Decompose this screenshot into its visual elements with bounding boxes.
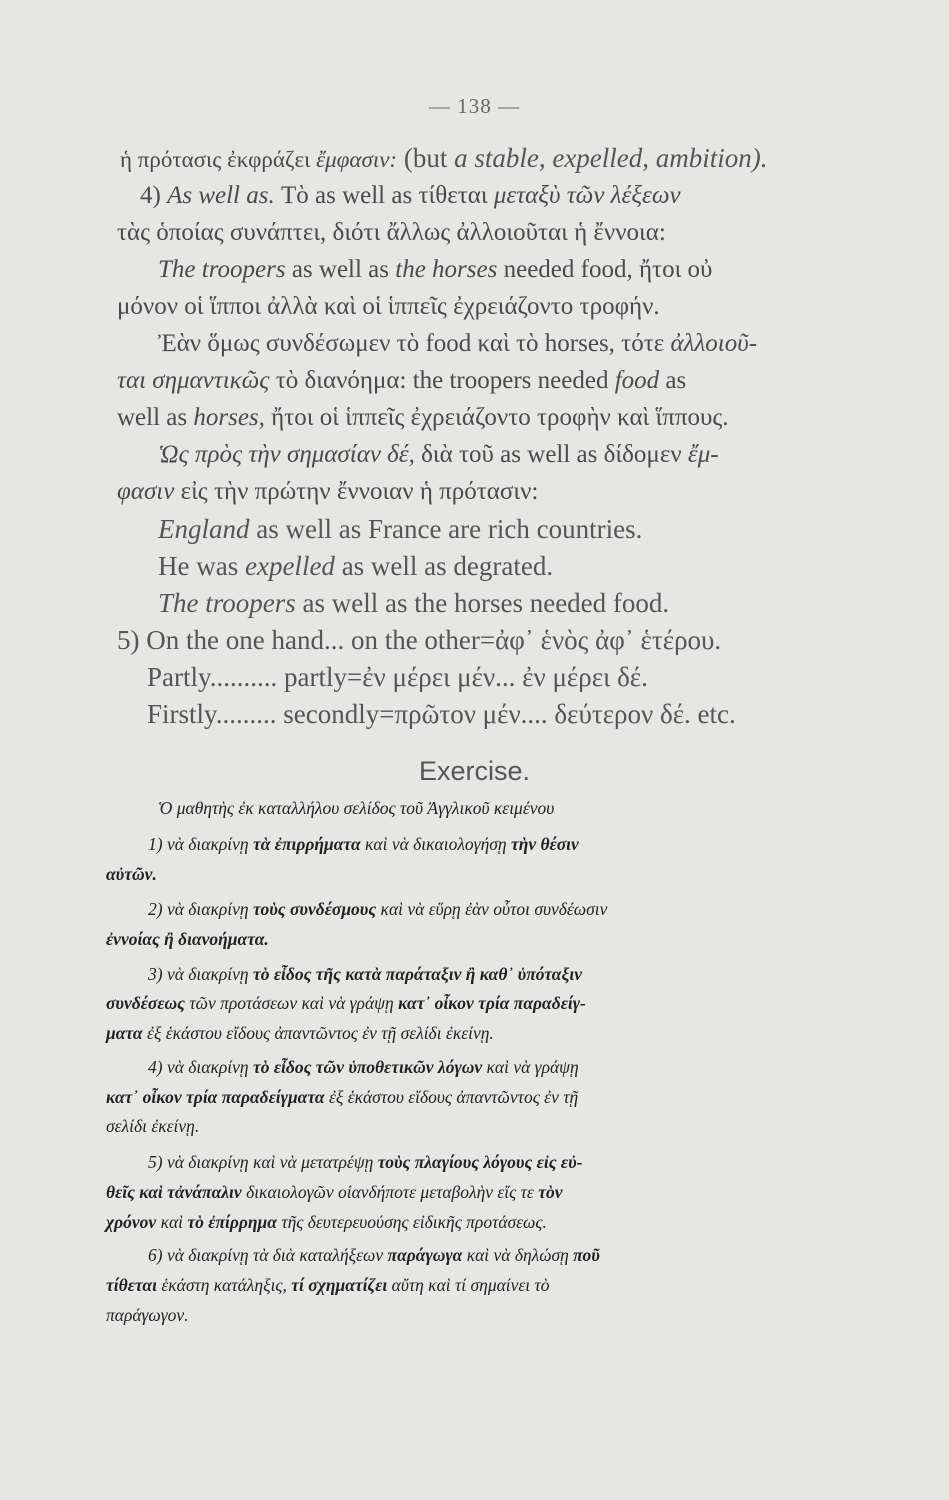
exercise-line: ματα ἐξ ἑκάστου εἴδους ἀπαντῶντος ἐν τῇ σελίδι ἐκείνῃ. [106,1023,494,1043]
exercise-line: σελίδι ἐκείνῃ. [106,1116,200,1136]
exercise-line: Ὁ μαθητὴς ἐκ καταλλήλου σελίδος τοῦ Ἀγγλικοῦ κειμένου [158,798,555,818]
exercise-line: 5) νὰ διακρίνῃ καὶ νὰ μετατρέψῃ τοὺς πλαγίους λόγους εἰς εὐ- [148,1152,583,1172]
exercise-line: αὐτῶν. [106,864,157,884]
exercise-line: κατ᾽ οἶκον τρία παραδείγματα ἐξ ἑκάστου εἴδους ἀπαντῶντος ἐν τῇ [106,1087,579,1107]
example-line: The troopers as well as the horses needed food. [158,588,670,618]
text-line: φασιν εἰς τὴν πρώτην ἔννοιαν ἡ πρότασιν: [117,478,539,505]
text-line: μόνον οἱ ἵπποι ἀλλὰ καὶ οἱ ἱππεῖς ἐχρειάζοντο τροφήν. [117,293,660,320]
text-line: The troopers as well as the horses needed food, ἤτοι οὐ [158,256,713,283]
text-line: Ἐὰν ὅμως συνδέσωμεν τὸ food καὶ τὸ horses, τότε ἀλλοιοῦ- [158,330,758,357]
text-line: τὰς ὁποίας συνάπτει, διότι ἄλλως ἀλλοιοῦται ἡ ἔννοια: [117,219,666,246]
exercise-line: 1) νὰ διακρίνῃ τὰ ἐπιρρήματα καὶ νὰ δικαιολογήσῃ τὴν θέσιν [148,834,579,854]
page-number: — 138 — [429,94,520,118]
exercise-line: συνδέσεως τῶν προτάσεων καὶ νὰ γράψῃ κατ᾽ οἶκον τρία παραδείγ- [106,993,586,1013]
text-line: ἡ πρότασις ἐκφράζει ἔμφασιν: (but a stable, expelled, ambition). [120,143,768,173]
example-line: He was expelled as well as degrated. [158,551,554,581]
text-line: Ὡς πρὸς τὴν σημασίαν δέ, διὰ τοῦ as well as δίδομεν ἔμ- [158,441,719,468]
text-line: ται σημαντικῶς τὸ διανόημα: the troopers needed food as [117,367,687,394]
exercise-line: θεῖς καὶ τἀνάπαλιν δικαιολογῶν οἱανδήποτε μεταβολὴν εἴς τε τὸν [106,1182,563,1202]
phrase-line: Partly.......... partly=ἐν μέρει μέν... ἐν μέρει δέ. [147,662,648,692]
phrase-line: 5) On the one hand... on the other=ἀφ᾽ ἑνὸς ἀφ᾽ ἑτέρου. [117,625,722,655]
text-line: 4) As well as. Τὸ as well as τίθεται μεταξὺ τῶν λέξεων [140,182,681,209]
exercise-heading: Exercise. [418,756,531,786]
exercise-line: χρόνον καὶ τὸ ἐπίρρημα τῆς δευτερευούσης εἰδικῆς προτάσεως. [106,1212,547,1232]
exercise-line: 3) νὰ διακρίνῃ τὸ εἶδος τῆς κατὰ παράταξιν ἢ καθ᾽ ὑπόταξιν [148,964,582,984]
exercise-line: 2) νὰ διακρίνῃ τοὺς συνδέσμους καὶ νὰ εὕρῃ ἐὰν οὗτοι συνδέωσιν [148,899,608,919]
exercise-line: 6) νὰ διακρίνῃ τὰ διὰ καταλήξεων παράγωγα καὶ νὰ δηλώσῃ ποῦ [148,1245,600,1265]
text-line: well as horses, ἤτοι οἱ ἱππεῖς ἐχρειάζοντο τροφὴν καὶ ἵππους. [117,404,729,431]
exercise-line: τίθεται ἑκάστη κατάληξις, τί σχηματίζει αὔτη καὶ τί σημαίνει τὸ [106,1275,550,1295]
exercise-line: παράγωγον. [106,1305,189,1325]
exercise-line: ἐννοίας ἢ διανοήματα. [106,929,269,949]
exercise-line: 4) νὰ διακρίνῃ τὸ εἶδος τῶν ὑποθετικῶν λόγων καὶ νὰ γράψῃ [148,1057,579,1077]
example-line: England as well as France are rich countries. [158,514,643,544]
phrase-line: Firstly......... secondly=πρῶτον μέν.... δεύτερον δέ. etc. [147,699,736,729]
